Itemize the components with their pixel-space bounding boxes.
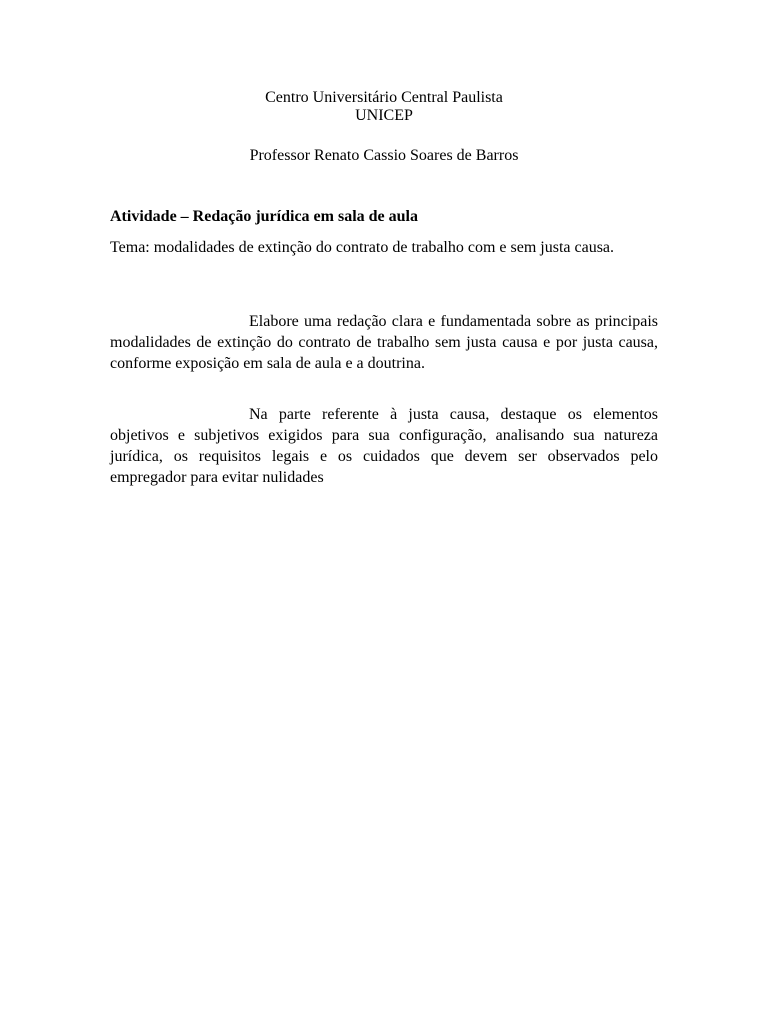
institution-name: Centro Universitário Central Paulista (265, 89, 503, 106)
activity-title: Atividade – Redação jurídica em sala de aula (110, 208, 418, 225)
institution-acronym: UNICEP (355, 107, 413, 124)
instruction-paragraph-1: Elabore uma redação clara e fundamentada sobre as principais modalidades de extinção do contrato de trabalho sem justa causa e por justa causa, conforme exposição em sala de aula e a doutrina. (110, 313, 658, 372)
professor-name: Professor Renato Cassio Soares de Barros (249, 147, 519, 164)
activity-theme: Tema: modalidades de extinção do contrato de trabalho com e sem justa causa. (110, 239, 615, 256)
instruction-paragraph-2: Na parte referente à justa causa, destaque os elementos objetivos e subjetivos exigidos para sua configuração, analisando sua natureza jurídica, os requisitos legais e os cuidados que devem ser observados pelo empregador para evitar nulidades (110, 406, 658, 486)
